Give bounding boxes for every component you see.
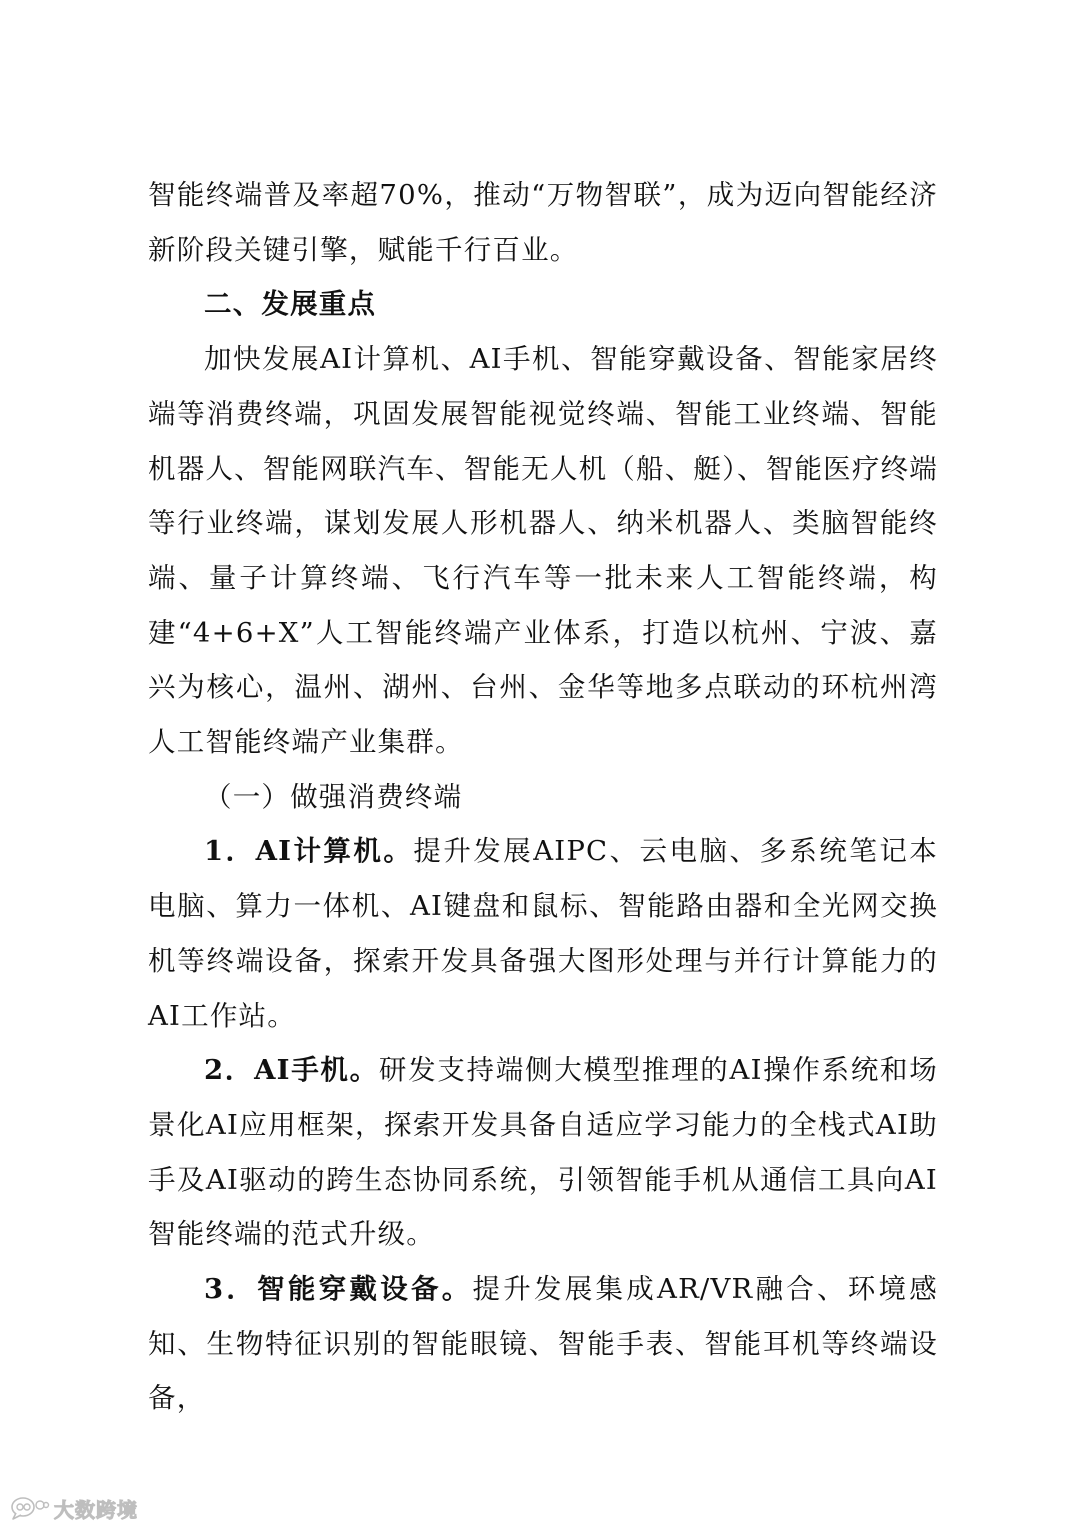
list-item-body: 研发支持端侧大模型推理的AI操作系统和场景化AI应用框架，探索开发具备自适应学习能力的全栈式AI助手及AI驱动的跨生态协同系统，引领智能手机从通信工具向AI智能终端的范式升级。	[148, 1054, 938, 1251]
chat-bubble-logo-icon	[10, 1495, 50, 1521]
subsection-heading	[148, 770, 938, 825]
paragraph-text: 加快发展AI计算机、AI手机、智能穿戴设备、智能家居终端等消费终端，巩固发展智能视觉终端、智能工业终端、智能机器人、智能网联汽车、智能无人机（船、艇）、智能医疗终端等行业终端，谋划发展人形机器人、纳米机器人、类脑智能终端、量子计算终端、飞行汽车等一批未来人工智能终端，构建“4+6+X”人工智能终端产业体系，打造以杭州、宁波、嘉兴为核心，温州、湖州、台州、金华等地多点联动的环杭州湾人工智能终端产业集群。	[148, 343, 938, 759]
paragraph-text: 智能终端普及率超70%，推动“万物智联”，成为迈向智能经济新阶段关键引擎，赋能千行百业。	[148, 179, 938, 266]
section-heading	[148, 277, 938, 332]
subsection-heading-text: （一）做强消费终端	[204, 780, 463, 813]
list-item-title: 1．AI计算机。	[204, 835, 414, 868]
watermark-text: 大数跨境	[54, 1497, 138, 1522]
paragraph-overview	[148, 332, 938, 770]
paragraph-continuation	[148, 168, 938, 277]
document-body	[148, 168, 938, 1426]
list-item	[148, 1043, 938, 1262]
list-item	[148, 1262, 938, 1426]
section-heading-text: 二、发展重点	[204, 288, 377, 321]
list-item	[148, 824, 938, 1043]
list-item-body: 提升发展AIPC、云电脑、多系统笔记本电脑、算力一体机、AI键盘和鼠标、智能路由器和全光网交换机等终端设备，探索开发具备强大图形处理与并行计算能力的AI工作站。	[148, 835, 938, 1032]
list-item-body: 提升发展集成AR/VR融合、环境感知、生物特征识别的智能眼镜、智能手表、智能耳机等终端设备，	[148, 1273, 939, 1415]
watermark	[10, 1493, 138, 1523]
list-item-title: 2．AI手机。	[204, 1054, 379, 1087]
list-item-title: 3．智能穿戴设备。	[204, 1273, 473, 1306]
